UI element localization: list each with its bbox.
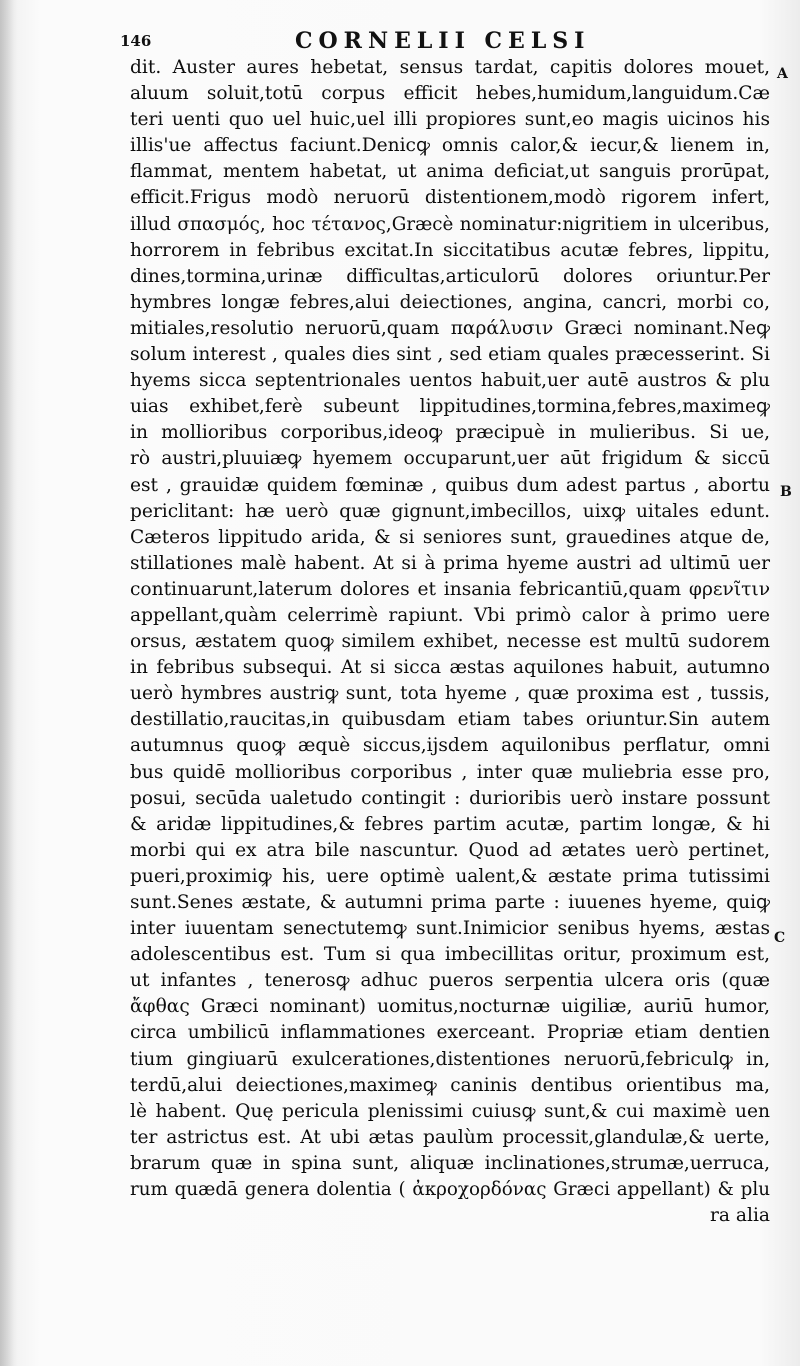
text-line: flammat, mentem habetat, ut anima deficiat,ut sanguis prorūpat,	[130, 161, 770, 183]
text-line: pueri,proximiꝙ his, uere optimè ualent,& æstate prima tutissimi	[130, 865, 770, 887]
text-line: morbi qui ex atra bile nascuntur. Quod ad ætates uerò pertinet,	[130, 839, 770, 861]
page-number: 146	[120, 32, 152, 50]
text-line: efficit.Frigus modò neruorū distentionem,modò rigorem infert,	[130, 187, 770, 209]
text-line: appellant,quàm celerrimè rapiunt. Vbi primò calor à primo uere	[130, 604, 770, 626]
text-line: hyems sicca septentrionales uentos habuit,uer autē austros & plu	[130, 370, 770, 392]
text-line: circa umbilicū inflammationes exerceant. Propriæ etiam dentien	[130, 1022, 770, 1044]
text-line: & aridæ lippitudines,& febres partim acutæ, partim longæ, & hi	[130, 813, 770, 835]
text-line: destillatio,raucitas,in quibusdam etiam tabes oriuntur.Sin autem	[130, 709, 770, 731]
text-line: illud σπασμός, hoc τέτανος,Græcè nominatur:nigritiem in ulceribus,	[130, 213, 770, 235]
margin-letter-b: B	[780, 484, 792, 500]
text-line: dines,tormina,urinæ difficultas,articulorū dolores oriuntur.Per	[130, 265, 770, 287]
text-line: terdū,alui deiectiones,maximeꝙ caninis dentibus orientibus ma,	[130, 1074, 770, 1096]
text-line: autumnus quoꝙ æquè siccus,ijsdem aquilonibus perflatur, omni	[130, 735, 770, 757]
text-line: in mollioribus corporibus,ideoꝙ præcipuè in mulieribus. Si ue,	[130, 422, 770, 444]
text-line: inter iuuentam senectutemꝙ sunt.Inimicior senibus hyems, æstas	[130, 918, 770, 940]
text-line: posui, secūda ualetudo contingit : durioribis uerò instare possunt	[130, 787, 770, 809]
text-line: orsus, æstatem quoꝙ similem exhibet, necesse est multū sudorem	[130, 631, 770, 653]
text-line: periclitant: hæ uerò quæ gignunt,imbecillos, uixꝙ uitales edunt.	[130, 500, 770, 522]
margin-letter-a: A	[777, 66, 788, 82]
text-line: solum interest , quales dies sint , sed etiam quales præcesserint. Si	[130, 344, 770, 366]
text-line: rò austri,pluuiæꝙ hyemem occuparunt,uer aūt frigidum & siccū	[130, 448, 770, 470]
text-line: in febribus subsequi. At si sicca æstas aquilones habuit, autumno	[130, 657, 770, 679]
text-line: hymbres longæ febres,alui deiectiones, angina, cancri, morbi co,	[130, 291, 770, 313]
text-line: bus quidē mollioribus corporibus , inter quæ muliebria esse pro,	[130, 761, 770, 783]
text-line: ter astrictus est. At ubi ætas paulùm processit,glandulæ,& uerte,	[130, 1126, 770, 1148]
text-line: aluum soluit,totū corpus efficit hebes,humidum,languidum.Cæ	[130, 83, 770, 105]
text-line: Cæteros lippitudo arida, & si seniores sunt, grauedines atque de,	[130, 526, 770, 548]
text-line: continuarunt,laterum dolores et insania febricantiū,quam φρενῖτιν	[130, 578, 770, 600]
text-line: tium gingiuarū exulcerationes,distentiones neruorū,febriculꝙ in,	[130, 1048, 770, 1070]
running-head-title: CORNELII CELSI	[295, 28, 591, 54]
body-text	[130, 55, 770, 1229]
text-line: mitiales,resolutio neruorū,quam παράλυσιν Græci nominant.Neꝙ	[130, 317, 770, 339]
text-line: adolescentibus est. Tum si qua imbecillitas oritur, proximum est,	[130, 944, 770, 966]
text-line: stillationes malè habent. At si à prima hyeme austri ad ultimū uer	[130, 552, 770, 574]
text-line: dit. Auster aures hebetat, sensus tardat, capitis dolores mouet,	[130, 57, 770, 78]
text-line: ἄφθας Græci nominant) uomitus,nocturnæ uigiliæ, auriū humor,	[130, 996, 770, 1018]
text-line: illis'ue affectus faciunt.Denicꝙ omnis calor,& iecur,& lienem in,	[130, 135, 770, 157]
text-line: sunt.Senes æstate, & autumni prima parte : iuuenes hyeme, quiꝙ	[130, 892, 770, 913]
text-line: lè habent. Quę pericula plenissimi cuiusꝙ sunt,& cui maximè uen	[130, 1100, 770, 1122]
margin-letter-c: C	[774, 930, 786, 946]
running-head	[120, 28, 760, 52]
text-line: teri uenti quo uel huic,uel illi propiores sunt,eo magis uicinos his	[130, 109, 770, 131]
text-line: ut infantes , tenerosꝙ adhuc pueros serpentia ulcera oris (quæ	[130, 970, 770, 992]
text-line: uias exhibet,ferè subeunt lippitudines,tormina,febres,maximeꝙ	[130, 396, 770, 418]
text-line: horrorem in febribus excitat.In siccitatibus acutæ febres, lippitu,	[130, 239, 770, 261]
text-line: rum quædā genera dolentia ( ἀκροχορδόνας Græci appellant) & plu	[130, 1179, 770, 1201]
text-line: uerò hymbres austriꝙ sunt, tota hyeme , quæ proxima est , tussis,	[130, 683, 770, 705]
text-line: ra alia	[710, 1205, 770, 1227]
text-line: est , grauidæ quidem fœminæ , quibus dum adest partus , abortu	[130, 474, 770, 496]
text-line: brarum quæ in spina sunt, aliquæ inclinationes,strumæ,uerruca,	[130, 1152, 770, 1174]
